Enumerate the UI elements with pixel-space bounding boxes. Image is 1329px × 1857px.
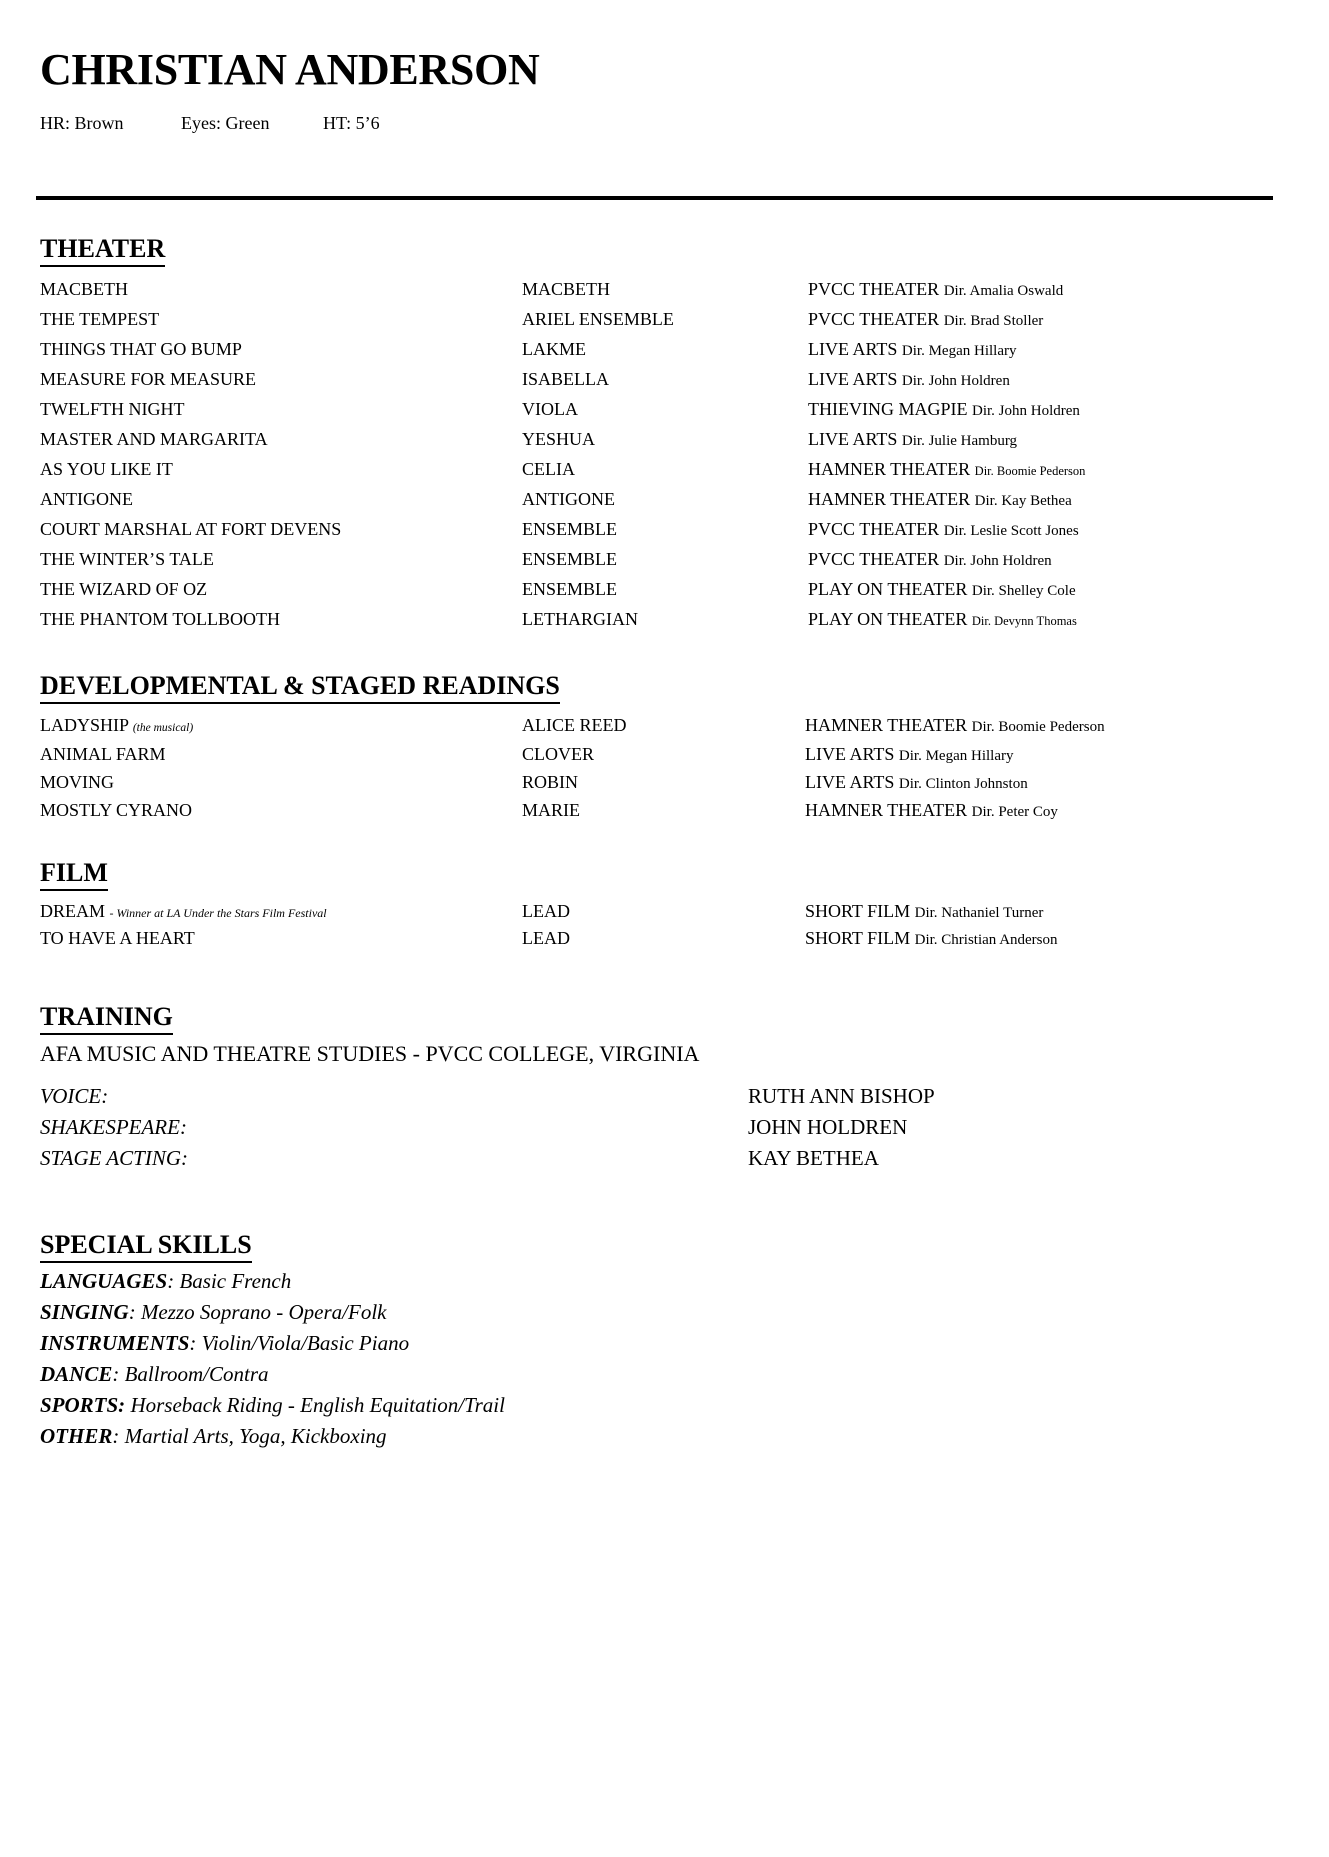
credit-director: Dir. Christian Anderson xyxy=(914,932,1058,948)
credit-venue-cell xyxy=(805,716,1105,735)
credit-row xyxy=(0,773,1329,801)
credit-title: TO HAVE A HEART xyxy=(40,928,195,948)
credit-director: Dir. Devynn Thomas xyxy=(971,614,1077,628)
credit-venue: HAMNER THEATER xyxy=(808,459,971,479)
credit-venue: HAMNER THEATER xyxy=(805,800,968,820)
header-divider xyxy=(36,196,1273,200)
credit-row xyxy=(0,580,1329,608)
skill-row xyxy=(40,1426,387,1447)
credit-venue-cell xyxy=(808,280,1063,299)
credit-venue-cell xyxy=(808,310,1043,329)
credit-title: MOVING xyxy=(40,772,114,792)
credit-row xyxy=(0,550,1329,578)
credit-role: MARIE xyxy=(522,800,580,820)
credit-venue: HAMNER THEATER xyxy=(805,715,968,735)
training-subject: STAGE ACTING: xyxy=(40,1146,188,1170)
eye-color: Eyes: Green xyxy=(181,113,270,133)
credit-row xyxy=(0,520,1329,548)
credit-row xyxy=(0,801,1329,829)
credit-director: Dir. Clinton Johnston xyxy=(898,776,1028,792)
credit-role: ENSEMBLE xyxy=(522,579,618,599)
skill-value: Ballroom/Contra xyxy=(119,1362,269,1386)
section-heading-skills: SPECIAL SKILLS xyxy=(40,1232,252,1263)
credit-venue-cell xyxy=(808,490,1072,509)
skill-value: Mezzo Soprano - Opera/Folk xyxy=(135,1300,387,1324)
credit-title: MEASURE FOR MEASURE xyxy=(40,369,257,389)
credit-row xyxy=(0,280,1329,308)
credit-venue-cell xyxy=(805,902,1043,921)
credit-venue-cell xyxy=(808,520,1079,539)
credit-role: ARIEL ENSEMBLE xyxy=(522,309,674,329)
credit-title: AS YOU LIKE IT xyxy=(40,459,173,479)
credit-venue: SHORT FILM xyxy=(805,928,911,948)
height: HT: 5’6 xyxy=(323,113,380,133)
credit-venue-cell xyxy=(805,773,1028,792)
section-heading-theater: THEATER xyxy=(40,236,165,267)
credit-venue: PVCC THEATER xyxy=(808,309,940,329)
credit-venue: LIVE ARTS xyxy=(808,339,898,359)
credit-row xyxy=(0,340,1329,368)
training-subject: SHAKESPEARE: xyxy=(40,1115,187,1139)
credit-director: Dir. Nathaniel Turner xyxy=(914,905,1044,921)
credit-role: LAKME xyxy=(522,339,586,359)
credit-note: - Winner at LA Under the Stars Film Festival xyxy=(109,906,327,920)
credit-venue-cell xyxy=(805,745,1013,764)
credit-row xyxy=(0,745,1329,773)
skill-separator: : xyxy=(167,1269,175,1293)
credit-role: CELIA xyxy=(522,459,575,479)
training-program: AFA MUSIC AND THEATRE STUDIES - PVCC COLLEGE, VIRGINIA xyxy=(40,1041,700,1066)
credit-title-cell xyxy=(40,716,193,735)
skill-separator: : xyxy=(112,1424,120,1448)
credit-director: Dir. Megan Hillary xyxy=(898,748,1014,764)
skill-value: Basic French xyxy=(174,1269,292,1293)
credit-row xyxy=(0,310,1329,338)
credit-role: ANTIGONE xyxy=(522,489,615,509)
skill-label: OTHER xyxy=(40,1424,113,1448)
credit-director: Dir. Leslie Scott Jones xyxy=(943,523,1079,539)
credit-row xyxy=(0,902,1329,930)
actor-name: CHRISTIAN ANDERSON xyxy=(40,45,540,94)
credit-note: (the musical) xyxy=(132,722,194,734)
credit-venue-cell xyxy=(808,550,1052,569)
skill-value: Horseback Riding - English Equitation/Trail xyxy=(125,1393,505,1417)
credit-venue-cell xyxy=(808,610,1077,628)
credit-venue: PVCC THEATER xyxy=(808,279,940,299)
credit-title: MACBETH xyxy=(40,279,129,299)
credit-role: ENSEMBLE xyxy=(522,549,618,569)
credit-row xyxy=(0,400,1329,428)
credit-role: ENSEMBLE xyxy=(522,519,618,539)
credit-row xyxy=(0,610,1329,638)
credit-venue-cell xyxy=(808,460,1085,478)
skill-label: SPORTS: xyxy=(40,1393,126,1417)
credit-row xyxy=(0,370,1329,398)
training-subject: VOICE: xyxy=(40,1084,109,1108)
credit-venue: LIVE ARTS xyxy=(805,772,895,792)
credit-venue: PVCC THEATER xyxy=(808,519,940,539)
hair-color: HR: Brown xyxy=(40,113,124,133)
training-teacher: JOHN HOLDREN xyxy=(748,1115,908,1139)
credit-venue: PLAY ON THEATER xyxy=(808,579,968,599)
credit-row xyxy=(0,929,1329,957)
credit-director: Dir. John Holdren xyxy=(971,403,1080,419)
credit-role: ALICE REED xyxy=(522,715,627,735)
credit-title: COURT MARSHAL AT FORT DEVENS xyxy=(40,519,342,539)
credit-title: LADYSHIP xyxy=(40,715,129,735)
credit-venue-cell xyxy=(808,370,1010,389)
credit-director: Dir. John Holdren xyxy=(901,373,1010,389)
skill-label: LANGUAGES xyxy=(40,1269,168,1293)
credit-venue: HAMNER THEATER xyxy=(808,489,971,509)
credit-role: VIOLA xyxy=(522,399,578,419)
credit-venue-cell xyxy=(805,801,1058,820)
credit-venue: PLAY ON THEATER xyxy=(808,609,968,629)
skill-separator: : xyxy=(128,1300,136,1324)
credit-title: MOSTLY CYRANO xyxy=(40,800,193,820)
skill-value: Martial Arts, Yoga, Kickboxing xyxy=(119,1424,387,1448)
credit-director: Dir. Boomie Pederson xyxy=(974,464,1086,478)
credit-title: THE WINTER’S TALE xyxy=(40,549,214,569)
credit-role: LEAD xyxy=(522,928,570,948)
skill-row xyxy=(40,1333,409,1354)
credit-director: Dir. Kay Bethea xyxy=(974,493,1072,509)
credit-venue: LIVE ARTS xyxy=(808,429,898,449)
credit-role: ROBIN xyxy=(522,772,579,792)
credit-role: LEAD xyxy=(522,901,570,921)
credit-title: DREAM xyxy=(40,901,106,921)
credit-title: THE PHANTOM TOLLBOOTH xyxy=(40,609,281,629)
credit-title: TWELFTH NIGHT xyxy=(40,399,185,419)
credit-role: MACBETH xyxy=(522,279,611,299)
credit-director: Dir. John Holdren xyxy=(943,553,1052,569)
credit-venue: THIEVING MAGPIE xyxy=(808,399,968,419)
credit-row xyxy=(0,460,1329,488)
credit-venue: LIVE ARTS xyxy=(808,369,898,389)
skill-label: INSTRUMENTS xyxy=(40,1331,190,1355)
credit-venue: LIVE ARTS xyxy=(805,744,895,764)
credit-role: ISABELLA xyxy=(522,369,609,389)
credit-director: Dir. Shelley Cole xyxy=(971,583,1076,599)
skill-row xyxy=(40,1271,291,1292)
credit-venue-cell xyxy=(808,340,1016,359)
skill-value: Violin/Viola/Basic Piano xyxy=(196,1331,410,1355)
credit-row xyxy=(0,716,1329,744)
credit-director: Dir. Julie Hamburg xyxy=(901,433,1018,449)
training-teacher: KAY BETHEA xyxy=(748,1146,879,1170)
credit-title: THE TEMPEST xyxy=(40,309,160,329)
credit-title: ANIMAL FARM xyxy=(40,744,166,764)
training-teacher: RUTH ANN BISHOP xyxy=(748,1084,935,1108)
section-heading-developmental: DEVELOPMENTAL & STAGED READINGS xyxy=(40,673,560,704)
credit-row xyxy=(0,430,1329,458)
credit-title: THE WIZARD OF OZ xyxy=(40,579,208,599)
skill-row xyxy=(40,1364,269,1385)
credit-director: Dir. Peter Coy xyxy=(971,804,1058,820)
credit-title-cell xyxy=(40,902,327,920)
credit-role: LETHARGIAN xyxy=(522,609,638,629)
skill-label: DANCE xyxy=(40,1362,113,1386)
credit-role: YESHUA xyxy=(522,429,596,449)
skill-label: SINGING xyxy=(40,1300,129,1324)
credit-venue-cell xyxy=(808,430,1017,449)
section-heading-film: FILM xyxy=(40,860,108,891)
credit-title: THINGS THAT GO BUMP xyxy=(40,339,242,359)
credit-director: Dir. Megan Hillary xyxy=(901,343,1017,359)
credit-role: CLOVER xyxy=(522,744,594,764)
credit-venue-cell xyxy=(808,400,1080,419)
credit-title: MASTER AND MARGARITA xyxy=(40,429,268,449)
skill-row xyxy=(40,1395,505,1416)
skill-row xyxy=(40,1302,387,1323)
credit-title: ANTIGONE xyxy=(40,489,133,509)
credit-director: Dir. Amalia Oswald xyxy=(943,283,1064,299)
credit-venue: PVCC THEATER xyxy=(808,549,940,569)
section-heading-training: TRAINING xyxy=(40,1004,173,1035)
credit-director: Dir. Boomie Pederson xyxy=(971,719,1105,735)
skill-separator: : xyxy=(189,1331,197,1355)
credit-venue: SHORT FILM xyxy=(805,901,911,921)
credit-row xyxy=(0,490,1329,518)
credit-venue-cell xyxy=(808,580,1076,599)
credit-venue-cell xyxy=(805,929,1058,948)
credit-director: Dir. Brad Stoller xyxy=(943,313,1044,329)
skill-separator: : xyxy=(112,1362,120,1386)
